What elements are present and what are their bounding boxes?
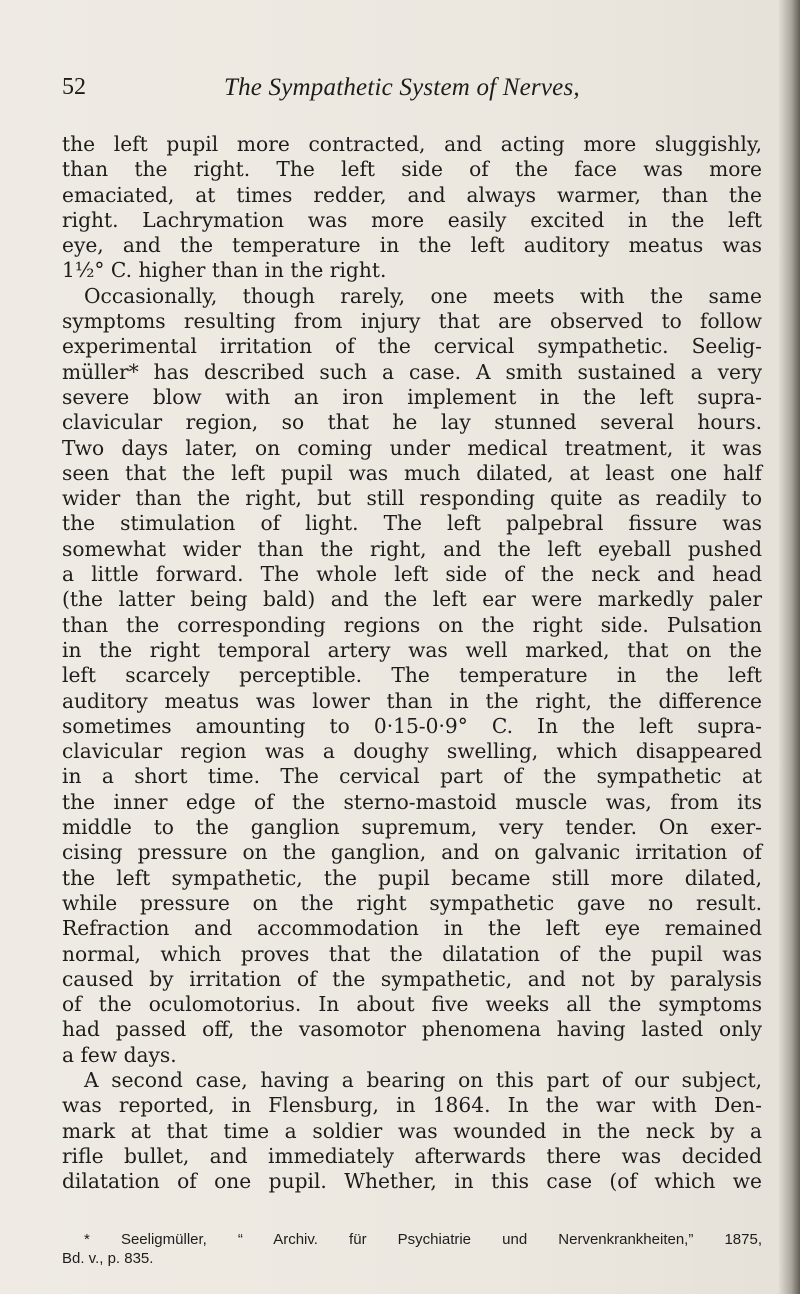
text-line: müller* has described such a case. A smith sustained a very [62, 359, 762, 384]
text-line: (the latter being bald) and the left ear were markedly paler [62, 587, 762, 612]
text-line: normal, which proves that the dilatation of the pupil was [62, 941, 762, 966]
text-line: the inner edge of the sterno-mastoid muscle was, from its [62, 789, 762, 814]
text-line: dilatation of one pupil. Whether, in this case (of which we [62, 1169, 762, 1194]
text-line: sometimes amounting to 0·15-0·9° C. In the left supra- [62, 713, 762, 738]
text-line: eye, and the temperature in the left auditory meatus was [62, 233, 762, 258]
text-line: in the right temporal artery was well marked, that on the [62, 637, 762, 662]
text-line: Two days later, on coming under medical treatment, it was [62, 435, 762, 460]
text-line: experimental irritation of the cervical sympathetic. Seelig- [62, 334, 762, 359]
page-number: 52 [62, 74, 86, 100]
text-line: wider than the right, but still responding quite as readily to [62, 486, 762, 511]
text-line: emaciated, at times redder, and always warmer, than the [62, 182, 762, 207]
text-line: in a short time. The cervical part of the sympathetic at [62, 764, 762, 789]
text-line: the stimulation of light. The left palpebral fissure was [62, 511, 762, 536]
text-line: clavicular region, so that he lay stunned several hours. [62, 410, 762, 435]
text-line: than the right. The left side of the face was more [62, 157, 762, 182]
text-line: mark at that time a soldier was wounded in the neck by a [62, 1118, 762, 1143]
footnote-line: * Seeligmüller, “ Archiv. für Psychiatrie und Nervenkrankheiten,” 1875, [84, 1231, 762, 1248]
text-line: caused by irritation of the sympathetic, and not by paralysis [62, 966, 762, 991]
paragraph-start-line: A second case, having a bearing on this part of our subject, [84, 1067, 762, 1092]
text-line: while pressure on the right sympathetic gave no result. [62, 890, 762, 915]
text-line: left scarcely perceptible. The temperature in the left [62, 663, 762, 688]
footnote-line: Bd. v., p. 835. [62, 1250, 154, 1267]
text-line: had passed off, the vasomotor phenomena having lasted only [62, 1017, 762, 1042]
text-line: somewhat wider than the right, and the left eyeball pushed [62, 536, 762, 561]
page-edge-shadow [778, 0, 800, 1294]
text-line: 1½° C. higher than in the right. [62, 258, 387, 283]
text-line: was reported, in Flensburg, in 1864. In the war with Den- [62, 1093, 762, 1118]
text-line: right. Lachrymation was more easily excited in the left [62, 207, 762, 232]
text-line: rifle bullet, and immediately afterwards there was decided [62, 1143, 762, 1168]
text-line: seen that the left pupil was much dilated, at least one half [62, 460, 762, 485]
text-line: than the corresponding regions on the right side. Pulsation [62, 612, 762, 637]
paragraph-start-line: Occasionally, though rarely, one meets with the same [84, 283, 762, 308]
text-line: a few days. [62, 1042, 177, 1067]
text-line: of the oculomotorius. In about five weeks all the symptoms [62, 992, 762, 1017]
text-line: the left pupil more contracted, and acting more sluggishly, [62, 132, 762, 156]
text-line: symptoms resulting from injury that are observed to follow [62, 309, 762, 334]
text-line: clavicular region was a doughy swelling, which disappeared [62, 739, 762, 764]
body-text [62, 132, 762, 1194]
text-line: cising pressure on the ganglion, and on galvanic irritation of [62, 840, 762, 865]
running-head [62, 74, 762, 114]
text-line: middle to the ganglion supremum, very tender. On exer- [62, 815, 762, 840]
text-line: the left sympathetic, the pupil became still more dilated, [62, 865, 762, 890]
text-line: Refraction and accommodation in the left eye remained [62, 916, 762, 941]
text-line: auditory meatus was lower than in the right, the difference [62, 688, 762, 713]
text-line: severe blow with an iron implement in the left supra- [62, 384, 762, 409]
text-line: a little forward. The whole left side of the neck and head [62, 562, 762, 587]
running-title: The Sympathetic System of Nerves, [224, 74, 580, 101]
footnote [62, 1230, 762, 1268]
